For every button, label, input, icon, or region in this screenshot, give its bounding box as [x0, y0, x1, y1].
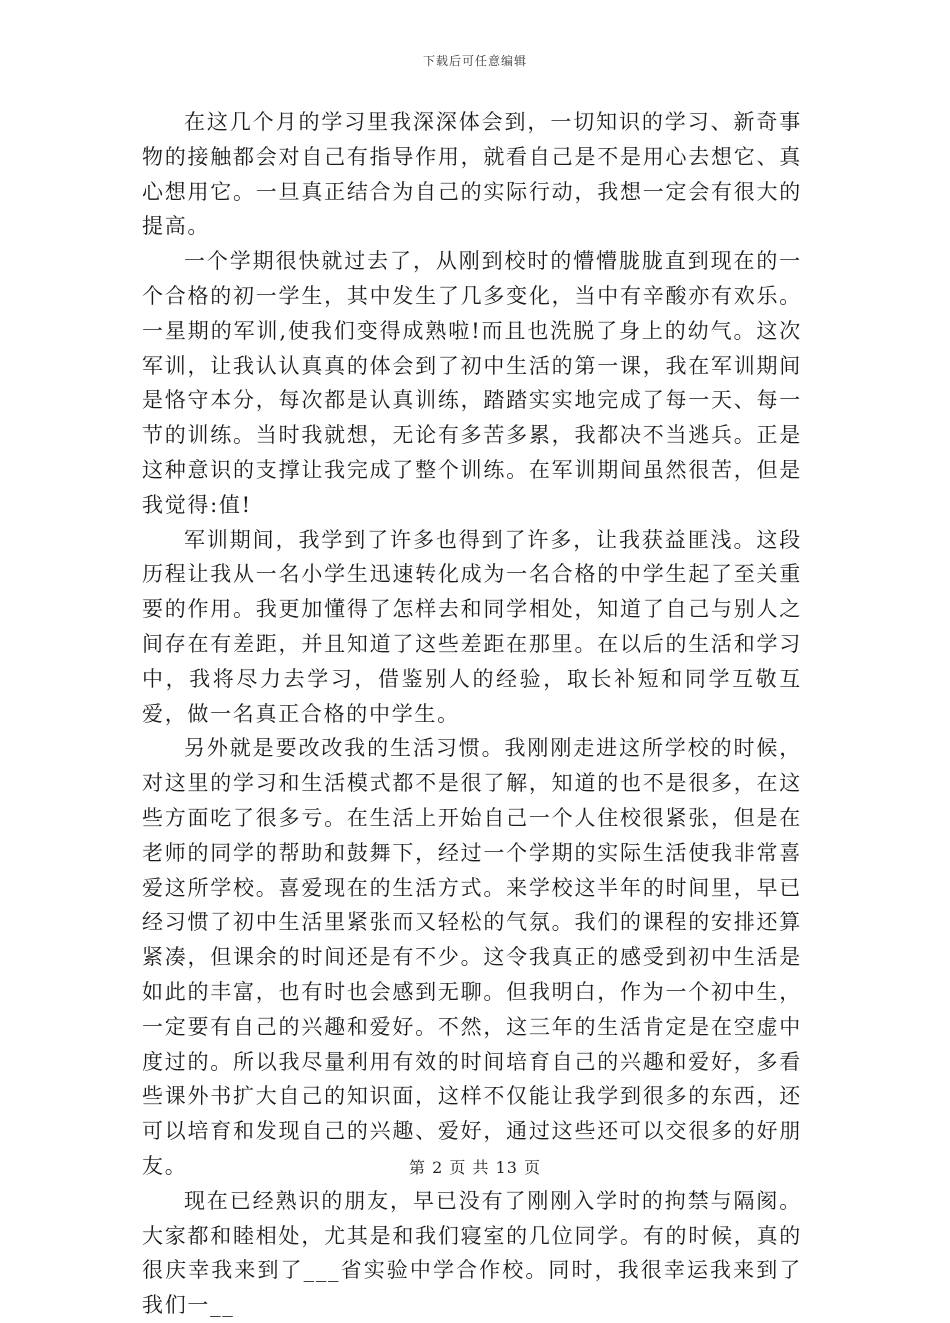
paragraph: 在这几个月的学习里我深深体会到，一切知识的学习、新奇事物的接触都会对自己有指导作用，就看自己是不是用心去想它、真心想用它。一旦真正结合为自己的实际行动，我想一定会有很大的提高。 [142, 110, 802, 239]
paragraph: 一个学期很快就过去了，从刚到校时的懵懵胧胧直到现在的一个合格的初一学生，其中发生了几多变化，当中有辛酸亦有欢乐。一星期的军训,使我们变得成熟啦!而且也洗脱了身上的幼气。这次军训，让我认认真真的体会到了初中生活的第一课，我在军训期间是恪守本分，每次都是认真训练，踏踏实实地完成了每一天、每一节的训练。当时我就想，无论有多苦多累，我都决不当逃兵。正是这种意识的支撑让我完成了整个训练。在军训期间虽然很苦，但是我觉得:值! [142, 249, 802, 517]
document-body [142, 105, 802, 1323]
paragraph: 军训期间，我学到了许多也得到了许多，让我获益匪浅。这段历程让我从一名小学生迅速转化成为一名合格的中学生起了至关重要的作用。我更加懂得了怎样去和同学相处，知道了自己与别人之间存在有差距，并且知道了这些差距在那里。在以后的生活和学习中，我将尽力去学习，借鉴别人的经验，取长补短和同学互敬互爱，做一名真正合格的中学生。 [142, 527, 802, 726]
paragraph: 另外就是要改改我的生活习惯。我刚刚走进这所学校的时候，对这里的学习和生活模式都不是很了解，知道的也不是很多，在这些方面吃了很多亏。在生活上开始自己一个人住校很紧张，但是在老师的同学的帮助和鼓舞下，经过一个学期的实际生活使我非常喜爱这所学校。喜爱现在的生活方式。来学校这半年的时间里，早已经习惯了初中生活里紧张而又轻松的气氛。我们的课程的安排还算紧凑，但课余的时间还是有不少。这令我真正的感受到初中生活是如此的丰富，也有时也会感到无聊。但我明白，作为一个初中生，一定要有自己的兴趣和爱好。不然，这三年的生活肯定是在空虚中度过的。所以我尽量利用有效的时间培育自己的兴趣和爱好，多看些课外书扩大自己的知识面，这样不仅能让我学到很多的东西，还可以培育和发现自己的兴趣、爱好，通过这些还可以交很多的好朋友。 [142, 736, 802, 1178]
paragraph: 现在已经熟识的朋友，早已没有了刚刚入学时的拘禁与隔阂。大家都和睦相处，尤其是和我们寝室的几位同学。有的时候，真的很庆幸我来到了___省实验中学合作校。同时，我很幸运我来到了我们一__ [142, 1188, 802, 1318]
page-header-note: 下载后可任意编辑 [422, 54, 527, 68]
page-number-footer: 第 2 页 共 13 页 [409, 1158, 541, 1177]
